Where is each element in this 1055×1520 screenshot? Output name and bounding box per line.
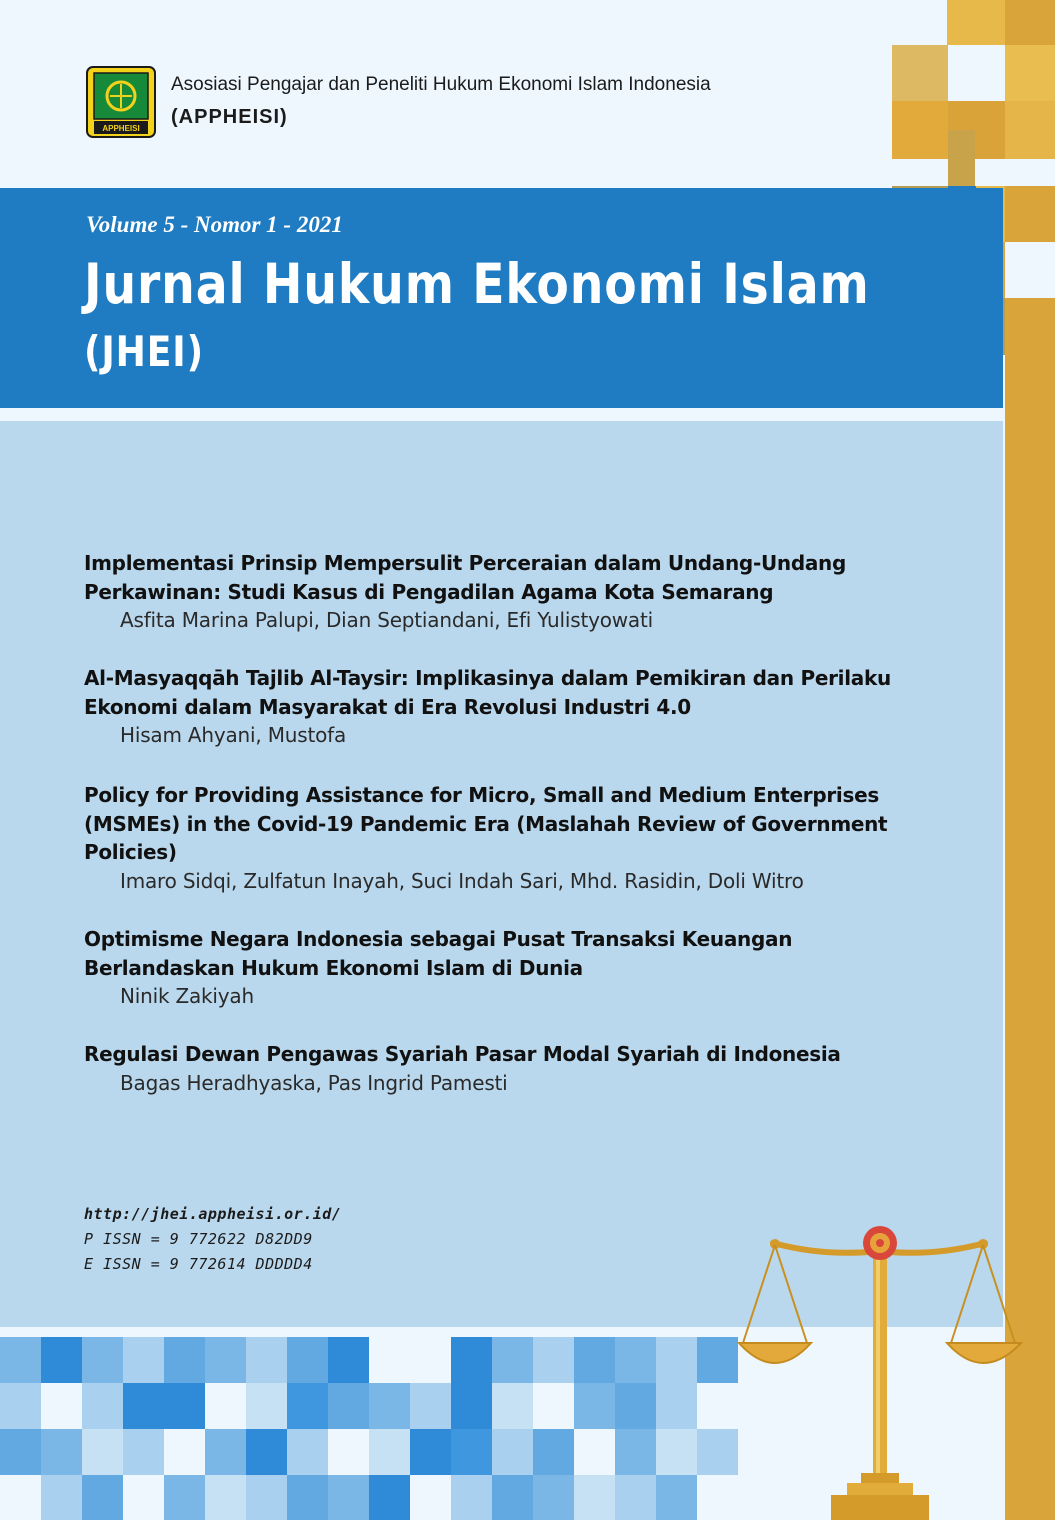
article-title: Al-Masyaqqāh Tajlib Al-Taysir: Implikasinya dalam Pemikiran dan Perilaku Ekonomi dalam Masyarakat di Era Revolusi Industri 4.0 <box>84 666 891 719</box>
article-entry <box>84 1040 934 1097</box>
electronic-issn: E ISSN = 9 772614 DDDDD4 <box>84 1255 313 1273</box>
article-authors: Hisam Ahyani, Mustofa <box>120 723 347 747</box>
article-authors: Imaro Sidqi, Zulfatun Inayah, Suci Indah Sari, Mhd. Rasidin, Doli Witro <box>120 868 804 893</box>
journal-title: Jurnal Hukum Ekonomi Islam <box>84 252 870 316</box>
article-title: Implementasi Prinsip Mempersulit Perceraian dalam Undang-Undang Perkawinan: Studi Kasus di Pengadilan Agama Kota Semarang <box>84 551 846 604</box>
article-entry <box>84 549 934 634</box>
journal-abbreviation: (JHEI) <box>84 327 204 376</box>
article-entry <box>84 781 934 895</box>
article-authors: Ninik Zakiyah <box>120 984 254 1008</box>
article-entry <box>84 664 934 749</box>
blue-mosaic-decoration <box>0 1337 740 1520</box>
article-title: Policy for Providing Assistance for Micro, Small and Medium Enterprises (MSMEs) in the Covid-19 Pandemic Era (Maslahah Review of Government Policies) <box>84 783 888 864</box>
article-authors: Asfita Marina Palupi, Dian Septiandani, Efi Yulistyowati <box>120 608 653 632</box>
appheisi-emblem-icon <box>86 66 156 138</box>
volume-issue-line: Volume 5 - Nomor 1 - 2021 <box>86 212 343 237</box>
article-title: Regulasi Dewan Pengawas Syariah Pasar Modal Syariah di Indonesia <box>84 1042 841 1066</box>
print-issn: P ISSN = 9 772622 D82DD9 <box>84 1230 313 1248</box>
journal-website-link[interactable]: http://jhei.appheisi.or.id/ <box>84 1205 342 1223</box>
logo-text: APPHEISI <box>102 124 140 133</box>
article-authors: Bagas Heradhyaska, Pas Ingrid Pamesti <box>120 1070 508 1095</box>
article-title: Optimisme Negara Indonesia sebagai Pusat Transaksi Keuangan Berlandaskan Hukum Ekonomi Islam di Dunia <box>84 927 793 980</box>
organization-abbreviation: (APPHEISI) <box>171 106 288 128</box>
organization-name: Asosiasi Pengajar dan Peneliti Hukum Ekonomi Islam Indonesia <box>171 74 711 95</box>
article-entry <box>84 925 934 1010</box>
scale-of-justice-icon <box>735 1215 1030 1520</box>
